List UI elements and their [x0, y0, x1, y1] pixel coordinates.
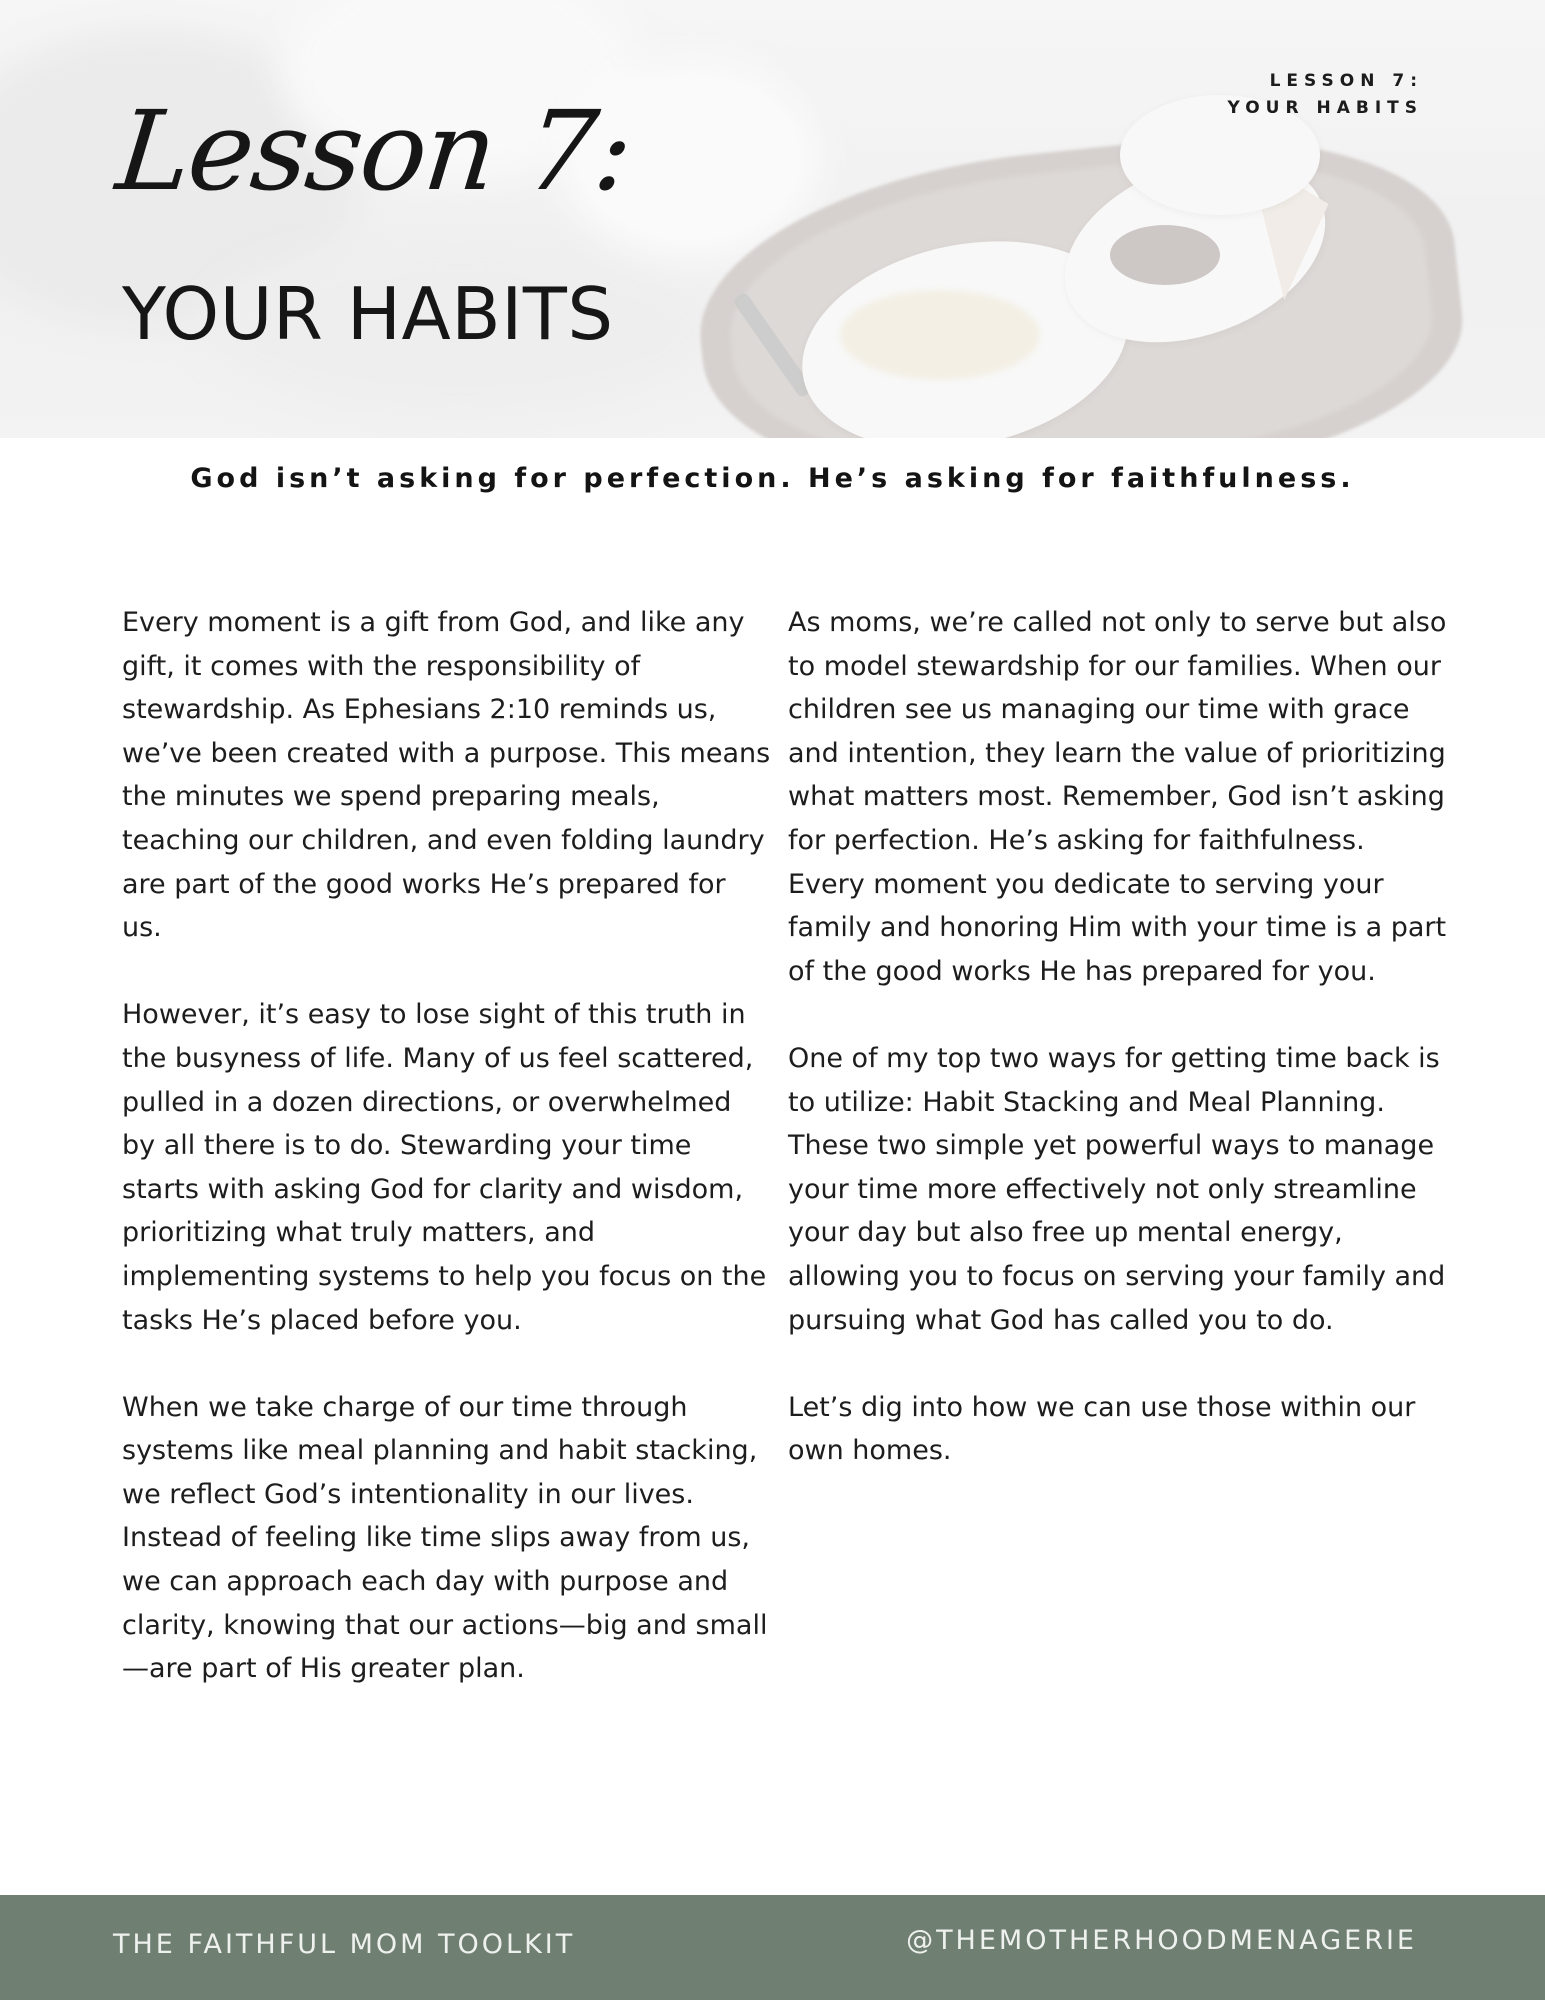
page-title: YOUR HABITS	[122, 272, 614, 356]
body-column-left	[122, 601, 772, 1734]
footer-bar	[0, 1895, 1545, 2000]
corner-label-line2: YOUR HABITS	[1227, 98, 1423, 118]
paragraph: As moms, we’re called not only to serve but also to model stewardship for our families. When our children see us managing our time with grace and intention, they learn the value of prioritizing what matters most. Remember, God isn’t asking for perfection. He’s asking for faithfulness. Every moment you dedicate to serving your family and honoring Him with your time is a part of the good works He has prepared for you.	[788, 607, 1447, 987]
paragraph: However, it’s easy to lose sight of this truth in the busyness of life. Many of us feel scattered, pulled in a dozen directions, or overwhelmed by all there is to do. Stewarding your time starts with asking God for clarity and wisdom, prioritizing what truly matters, and implementing systems to help you focus on the tasks He’s placed before you.	[122, 999, 767, 1336]
body-column-right	[788, 601, 1448, 1516]
script-lesson-title: Lesson 7:	[111, 87, 637, 215]
footer-social-handle: @THEMOTHERHOODMENAGERIE	[906, 1925, 1417, 1956]
paragraph: Every moment is a gift from God, and like any gift, it comes with the responsibility of stewardship. As Ephesians 2:10 reminds us, we’ve been created with a purpose. This means the minutes we spend preparing meals, teaching our children, and even folding laundry are part of the good works He’s prepared for us.	[122, 607, 771, 944]
paragraph: Let’s dig into how we can use those within our own homes.	[788, 1391, 1416, 1467]
paragraph: One of my top two ways for getting time back is to utilize: Habit Stacking and Meal Planning. These two simple yet powerful ways to manage your time more effectively not only streamline your day but also free up mental energy, allowing you to focus on serving your family and pursuing what God has called you to do.	[788, 1042, 1446, 1336]
header-banner-photo	[0, 0, 1545, 438]
footer-toolkit-name: THE FAITHFUL MOM TOOLKIT	[113, 1929, 576, 1960]
corner-lesson-label	[1228, 68, 1423, 122]
corner-label-line1: LESSON 7:	[1269, 71, 1423, 91]
paragraph: When we take charge of our time through systems like meal planning and habit stacking, we reflect God’s intentionality in our lives. Instead of feeling like time slips away from us, we can approach each day with purpose and clarity, knowing that our actions—big and small—are part of His greater plan.	[122, 1391, 768, 1685]
pull-quote: God isn’t asking for perfection. He’s asking for faithfulness.	[190, 463, 1355, 494]
